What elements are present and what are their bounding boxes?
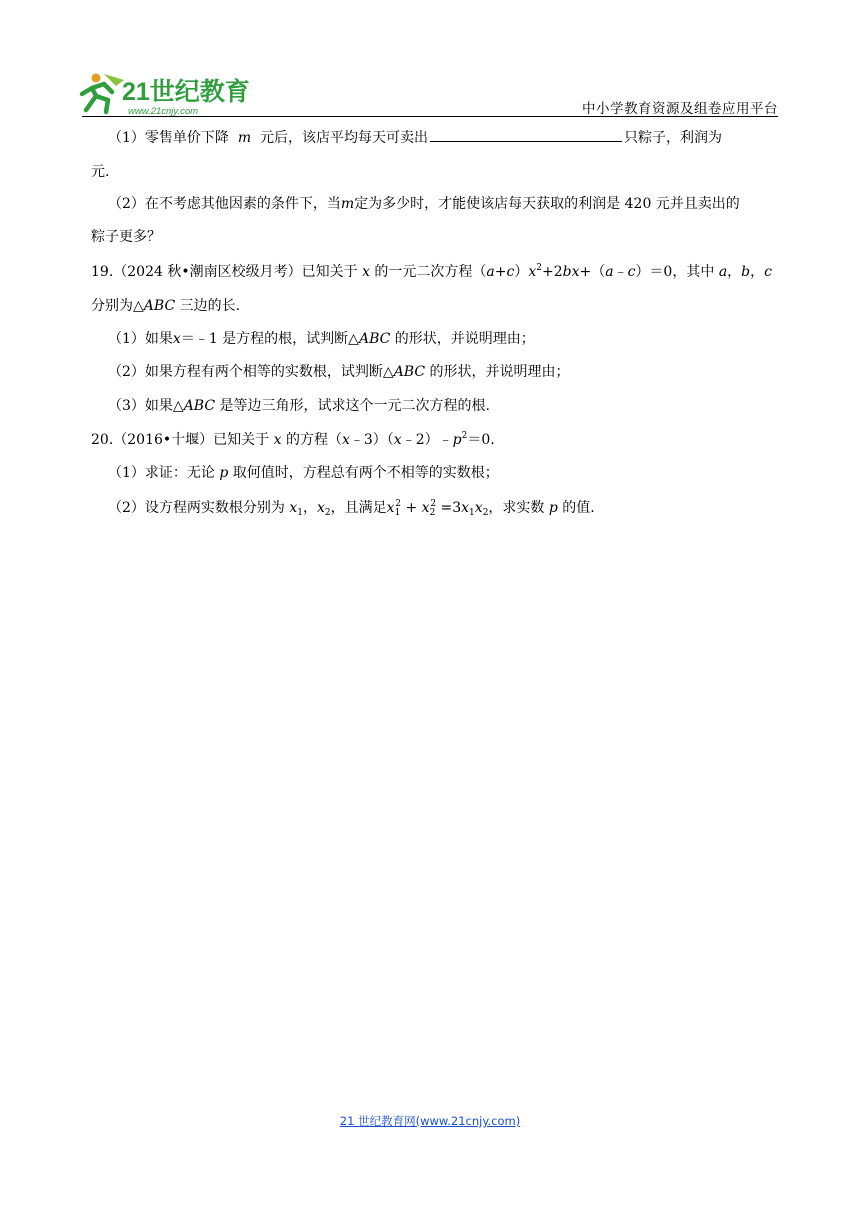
header-rule [82,116,778,117]
footer-link[interactable]: 21 世纪教育网(www.21cnjy.com) [339,1114,521,1128]
logo [78,70,258,118]
q18-part1-cont: 元. [91,164,110,180]
q20-sub1: （1）求证：无论 p 取何值时，方程总有两个不相等的实数根； [108,465,499,481]
q19-sub2: （2）如果方程有两个相等的实数根，试判断△ABC 的形状，并说明理由； [108,364,570,380]
platform-title: 中小学教育资源及组卷应用平台 [582,101,778,117]
logo-text: 21世纪教育 [122,78,250,106]
logo-url: www.21cnjy.com [128,106,199,117]
q20-stem: 20.（2016•十堰）已知关于 x 的方程$(x﹣3)(x﹣2)﹣p^2=0$. [91,431,495,448]
q19-sub3: （3）如果△ABC 是等边三角形，试求这个一元二次方程的根. [108,398,490,414]
q19-sub1: （1）如果x＝﹣1 是方程的根，试判断△ABC 的形状，并说明理由； [108,331,535,347]
q18-part1: （1）零售单价下降 m 元后，该店平均每天可卖出 只粽子，利润为 [108,127,722,148]
q18-part2-cont: 粽子更多？ [91,229,161,245]
q19-stem: 19.（2024 秋•潮南区校级月考）已知关于 x 的一元二次方程$(a+c)x^2+2bx+(a﹣c)=0$，其中 a，b，c [91,263,772,280]
answer-blank[interactable] [430,127,622,142]
q19-stem-cont: 分别为△ABC 三边的长. [91,298,241,314]
runner-logo-icon [78,70,258,118]
q20-sub2: （2）设方程两实数根分别为 $x_1$，$x_2$，且满足$x_1^2 + x_2^2 =3x_1x_2$，求实数 p 的值. [108,499,595,518]
q18-part2: （2）在不考虑其他因素的条件下，当m定为多少时，才能使该店每天获取的利润是 420 元并且卖出的 [108,196,740,212]
